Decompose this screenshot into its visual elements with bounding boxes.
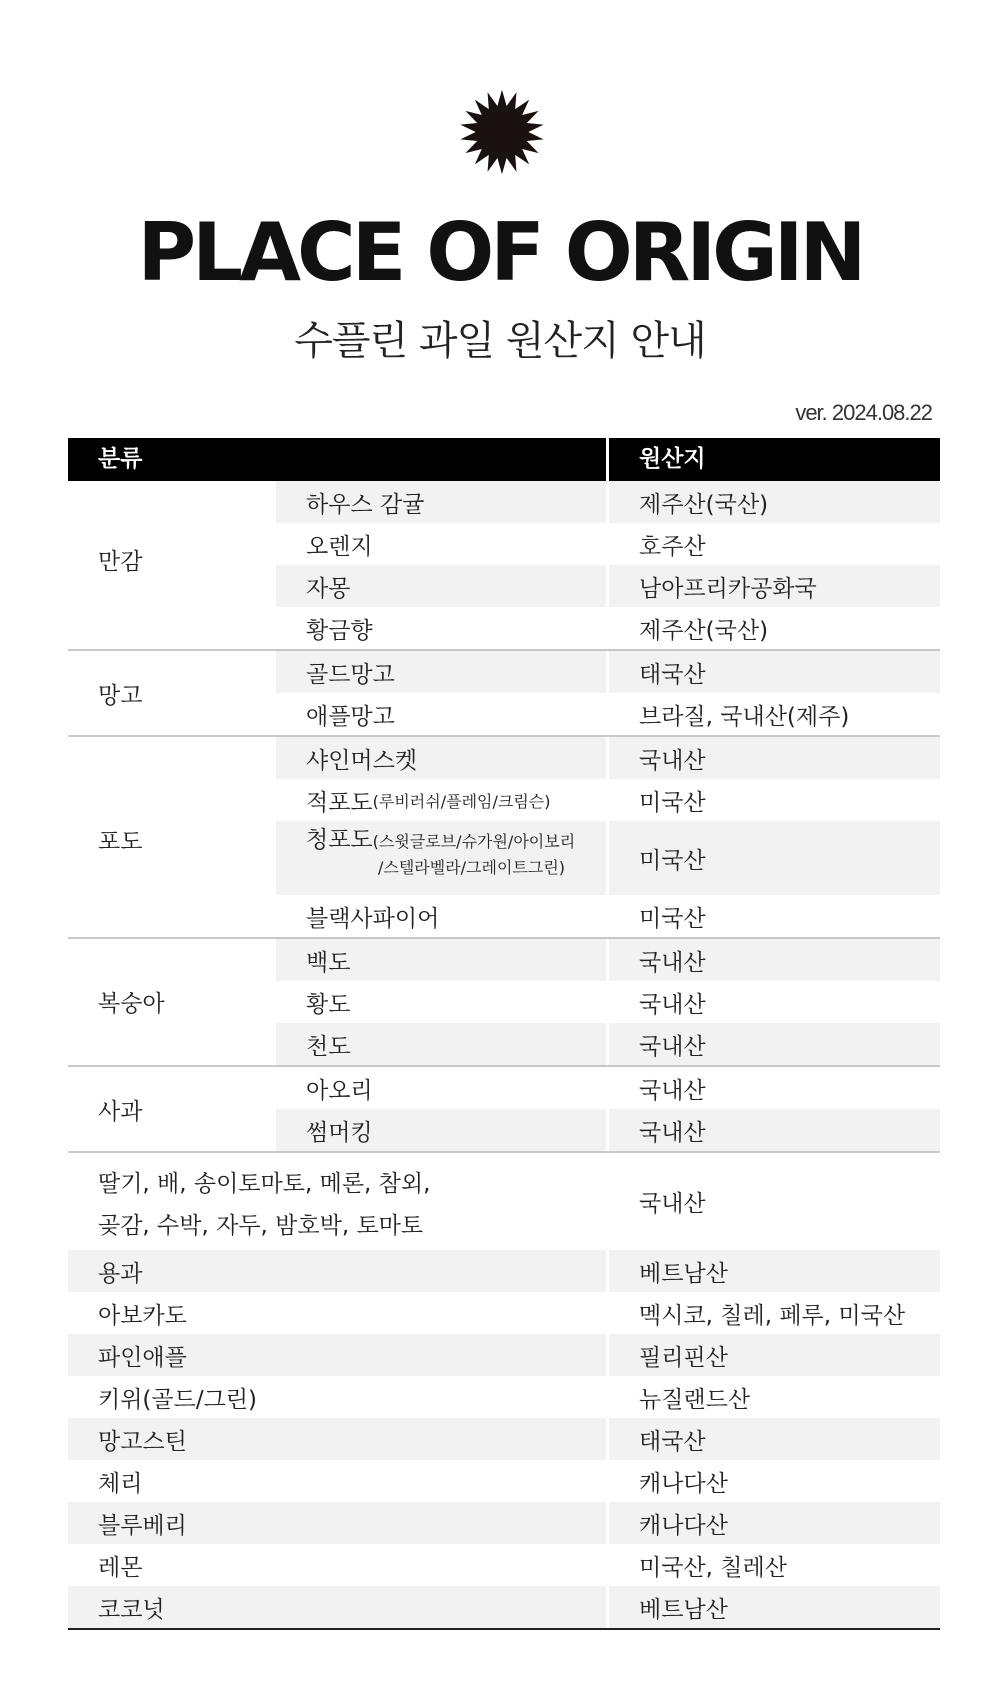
- item-name: 키위(골드/그린): [98, 1386, 258, 1413]
- item-origin: 국내산: [609, 1109, 940, 1151]
- item-list-line2: 곶감, 수박, 자두, 밤호박, 토마토: [98, 1213, 424, 1239]
- starburst-icon: [458, 88, 546, 176]
- origin-table: [68, 438, 940, 1630]
- item-origin: 국내산: [609, 1023, 940, 1065]
- item-name: 백도: [276, 939, 606, 981]
- item-origin: 남아프리카공화국: [609, 565, 940, 607]
- table-row: [68, 1418, 940, 1460]
- group-label: 포도: [98, 829, 143, 855]
- table-row: [68, 779, 940, 821]
- item-name: 천도: [276, 1023, 606, 1065]
- table-row: [68, 607, 940, 649]
- table-row: [68, 895, 940, 937]
- group-label: 망고: [98, 683, 143, 709]
- item-note-cont: /스텔라벨라/그레이트그린): [378, 858, 566, 877]
- table-row: [68, 1334, 940, 1376]
- group-label: 사과: [98, 1099, 143, 1125]
- item-name: 샤인머스켓: [276, 737, 606, 779]
- item-name: 썸머킹: [276, 1109, 606, 1151]
- item-origin: 태국산: [609, 1418, 940, 1460]
- item-origin: 제주산(국산): [639, 617, 769, 644]
- table-row: [68, 1544, 940, 1586]
- item-name: 자몽: [276, 565, 606, 607]
- item-name: 골드망고: [276, 651, 606, 693]
- item-note: (스윗글로브/슈가원/아이보리: [372, 832, 576, 851]
- group-mangam: [68, 481, 940, 651]
- table-row: [68, 565, 940, 607]
- item-origin: 태국산: [609, 651, 940, 693]
- table-row: [68, 481, 940, 523]
- item-list: [68, 1153, 606, 1250]
- item-name: 블루베리: [68, 1502, 606, 1544]
- item-origin: 미국산: [639, 789, 706, 816]
- table-header: [68, 438, 940, 481]
- group-label: 복숭아: [98, 991, 165, 1017]
- group-apple: [68, 1067, 940, 1153]
- item-name: 황금향: [306, 617, 373, 644]
- header-origin: 원산지: [609, 438, 940, 481]
- table-row: [68, 1586, 940, 1628]
- item-origin: 캐나다산: [639, 1470, 728, 1497]
- item-origin: 브라질, 국내산(제주): [639, 703, 850, 730]
- item-origin: 필리핀산: [609, 1334, 940, 1376]
- header-category: 분류: [68, 438, 606, 481]
- item-origin: 제주산(국산): [609, 481, 940, 523]
- table-row: [68, 1376, 940, 1418]
- item-note: (루비러쉬/플레임/크림슨): [372, 791, 551, 811]
- item-name: 블랙사파이어: [306, 905, 440, 932]
- table-row: [68, 821, 940, 895]
- item-origin: 멕시코, 칠레, 페루, 미국산: [639, 1302, 906, 1329]
- item-name: 적포도: [306, 789, 373, 816]
- version-label: ver. 2024.08.22: [795, 400, 932, 425]
- table-row: [68, 981, 940, 1023]
- item-list-line1: 딸기, 배, 송이토마토, 메론, 참외,: [98, 1171, 431, 1197]
- item-name: 체리: [98, 1470, 143, 1497]
- table-row-multi: [68, 1153, 940, 1250]
- group-peach: [68, 939, 940, 1067]
- table-row: [68, 1250, 940, 1292]
- item-origin: 캐나다산: [609, 1502, 940, 1544]
- table-bottom-rule: [68, 1628, 940, 1630]
- item-name: 애플망고: [306, 703, 395, 730]
- item-name: 망고스틴: [68, 1418, 606, 1460]
- item-origin: 국내산: [639, 1077, 706, 1104]
- page-title: PLACE OF ORIGIN: [137, 206, 863, 299]
- item-cell: [276, 779, 606, 821]
- item-name: 황도: [306, 991, 351, 1018]
- item-origin: 미국산: [639, 905, 706, 932]
- item-origin: 미국산, 칠레산: [639, 1554, 787, 1581]
- table-row: [68, 1109, 940, 1151]
- table-row: [68, 1067, 940, 1109]
- item-origin: 미국산: [609, 821, 940, 895]
- item-name: 레몬: [98, 1554, 143, 1581]
- item-name: 용과: [68, 1250, 606, 1292]
- group-grape: [68, 737, 940, 939]
- table-row: [68, 1502, 940, 1544]
- table-row: [68, 1292, 940, 1334]
- item-origin: 국내산: [609, 939, 940, 981]
- item-origin: 국내산: [609, 737, 940, 779]
- item-origin: 국내산: [639, 991, 706, 1018]
- table-row: [68, 737, 940, 779]
- item-origin: 뉴질랜드산: [639, 1386, 751, 1413]
- group-label: 만감: [98, 549, 143, 575]
- item-cell: [276, 821, 606, 895]
- item-name: 아보카도: [98, 1302, 187, 1329]
- table-row: [68, 693, 940, 735]
- item-name: 코코넛: [68, 1586, 606, 1628]
- group-mango: [68, 651, 940, 737]
- table-row: [68, 1460, 940, 1502]
- table-row: [68, 939, 940, 981]
- item-origin: 호주산: [639, 533, 706, 560]
- table-row: [68, 1023, 940, 1065]
- item-name: 하우스 감귤: [276, 481, 606, 523]
- item-name: 파인애플: [68, 1334, 606, 1376]
- item-name: 청포도: [306, 827, 373, 853]
- item-name: 오렌지: [306, 533, 373, 560]
- item-origin: 국내산: [639, 1191, 706, 1217]
- item-name: 아오리: [306, 1077, 373, 1104]
- item-origin: 베트남산: [609, 1250, 940, 1292]
- page-subtitle: 수플린 과일 원산지 안내: [294, 318, 706, 364]
- table-row: [68, 651, 940, 693]
- item-origin: 베트남산: [609, 1586, 940, 1628]
- table-row: [68, 523, 940, 565]
